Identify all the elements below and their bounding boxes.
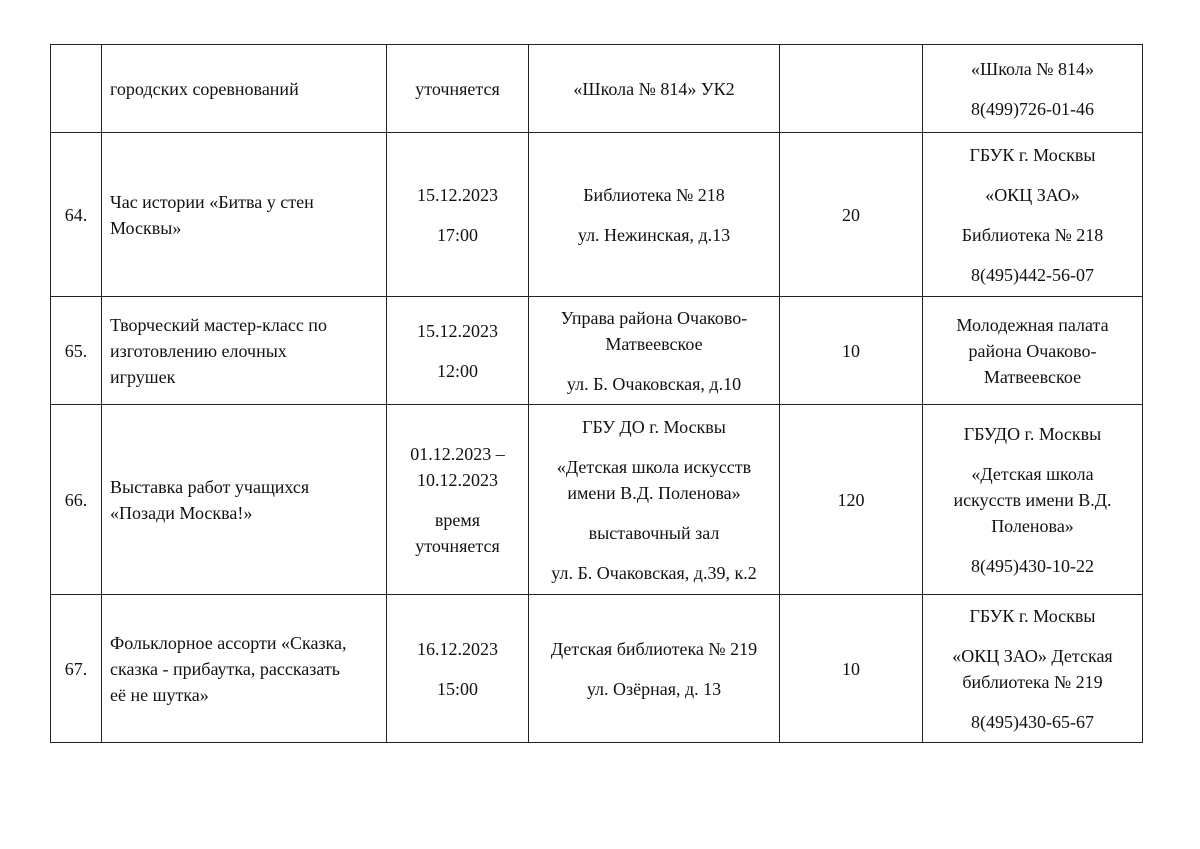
event-time-line: 15:00: [436, 678, 478, 699]
organizer-line: Библиотека № 218: [961, 224, 1104, 245]
organizer-cell: [923, 595, 1143, 743]
event-time-line: уточняется: [415, 535, 500, 556]
organizer-line: ГБУК г. Москвы: [969, 144, 1096, 165]
event-date-cell: [387, 405, 529, 595]
event-name-line: Москвы»: [110, 217, 182, 238]
row-number: 64.: [51, 133, 102, 297]
event-place-cell: [529, 297, 780, 405]
event-time-line: 17:00: [436, 224, 478, 245]
participants-count: 10: [780, 595, 923, 743]
organizer-line: Молодежная палата: [956, 314, 1109, 335]
event-name-cell: [102, 595, 387, 743]
event-date-line: 15.12.2023: [417, 320, 498, 341]
table-row: [51, 133, 1143, 297]
participants-count: 10: [780, 297, 923, 405]
event-address-line: ул. Б. Очаковская, д.39, к.2: [551, 562, 757, 583]
row-number: 67.: [51, 595, 102, 743]
event-name-line: Творческий мастер-класс по: [110, 314, 327, 335]
table-row: [51, 45, 1143, 133]
event-place-line: Матвеевское: [605, 333, 703, 354]
event-place-line: Библиотека № 218: [583, 184, 725, 205]
organizer-line: района Очаково-: [968, 340, 1097, 361]
row-number: [51, 45, 102, 133]
event-place-line: имени В.Д. Поленова»: [567, 482, 741, 503]
event-address-line: ул. Б. Очаковская, д.10: [566, 373, 742, 394]
organizer-line: «ОКЦ ЗАО» Детская: [952, 645, 1113, 666]
organizer-cell: [923, 133, 1143, 297]
organizer-line: «Детская школа: [971, 463, 1094, 484]
event-name-cell: [102, 45, 387, 133]
event-place-cell: [529, 595, 780, 743]
event-address-line: ул. Озёрная, д. 13: [586, 678, 722, 699]
participants-count: 120: [780, 405, 923, 595]
event-date-line: 16.12.2023: [417, 638, 498, 659]
event-place-line: Управа района Очаково-: [560, 307, 748, 328]
organizer-phone: 8(495)430-10-22: [971, 555, 1094, 576]
event-place-cell: [529, 405, 780, 595]
row-number: 65.: [51, 297, 102, 405]
organizer-line: искусств имени В.Д.: [953, 489, 1112, 510]
event-place-line: «Детская школа искусств: [556, 456, 752, 477]
event-name-cell: [102, 133, 387, 297]
organizer-cell: [923, 405, 1143, 595]
organizer-line: библиотека № 219: [962, 671, 1103, 692]
event-name-cell: [102, 297, 387, 405]
event-name-line: игрушек: [110, 366, 176, 387]
organizer-line: Матвеевское: [983, 366, 1082, 387]
event-place-cell: [529, 45, 780, 133]
table-row: [51, 297, 1143, 405]
event-date-line: 01.12.2023 –: [410, 443, 505, 464]
event-name-line: сказка - прибаутка, рассказать: [110, 658, 340, 679]
event-date-cell: [387, 297, 529, 405]
event-date-cell: [387, 133, 529, 297]
event-place-line: «Школа № 814» УК2: [573, 78, 735, 99]
event-date-line: уточняется: [415, 78, 500, 99]
event-date-cell: [387, 595, 529, 743]
event-place-line: выставочный зал: [588, 522, 720, 543]
event-time-line: время: [434, 509, 481, 530]
organizer-phone: 8(499)726-01-46: [971, 98, 1094, 119]
event-name-line: её не шутка»: [110, 684, 209, 705]
event-name-line: «Позади Москва!»: [110, 502, 253, 523]
event-name-line: городских соревнований: [110, 78, 299, 99]
organizer-line: ГБУДО г. Москвы: [963, 423, 1102, 444]
event-place-line: ГБУ ДО г. Москвы: [582, 416, 726, 437]
event-date-line: 10.12.2023: [417, 469, 498, 490]
events-table: [50, 44, 1143, 743]
organizer-line: Поленова»: [991, 515, 1074, 536]
organizer-line: «ОКЦ ЗАО»: [985, 184, 1080, 205]
event-time-line: 12:00: [436, 360, 478, 381]
organizer-line: ГБУК г. Москвы: [969, 605, 1096, 626]
organizer-phone: 8(495)442-56-07: [971, 264, 1094, 285]
row-number: 66.: [51, 405, 102, 595]
event-date-line: 15.12.2023: [417, 184, 498, 205]
table-row: [51, 405, 1143, 595]
event-name-line: Фольклорное ассорти «Сказка,: [110, 632, 347, 653]
event-date-cell: [387, 45, 529, 133]
organizer-phone: 8(495)430-65-67: [971, 711, 1094, 732]
event-place-line: Детская библиотека № 219: [550, 638, 758, 659]
event-address-line: ул. Нежинская, д.13: [577, 224, 731, 245]
event-name-cell: [102, 405, 387, 595]
event-name-line: изготовлению елочных: [110, 340, 287, 361]
organizer-cell: [923, 45, 1143, 133]
event-name-line: Выставка работ учащихся: [110, 476, 310, 497]
participants-count: 20: [780, 133, 923, 297]
participants-count: [780, 45, 923, 133]
event-name-line: Час истории «Битва у стен: [110, 191, 314, 212]
organizer-line: «Школа № 814»: [971, 58, 1094, 79]
organizer-cell: [923, 297, 1143, 405]
event-place-cell: [529, 133, 780, 297]
table-row: [51, 595, 1143, 743]
